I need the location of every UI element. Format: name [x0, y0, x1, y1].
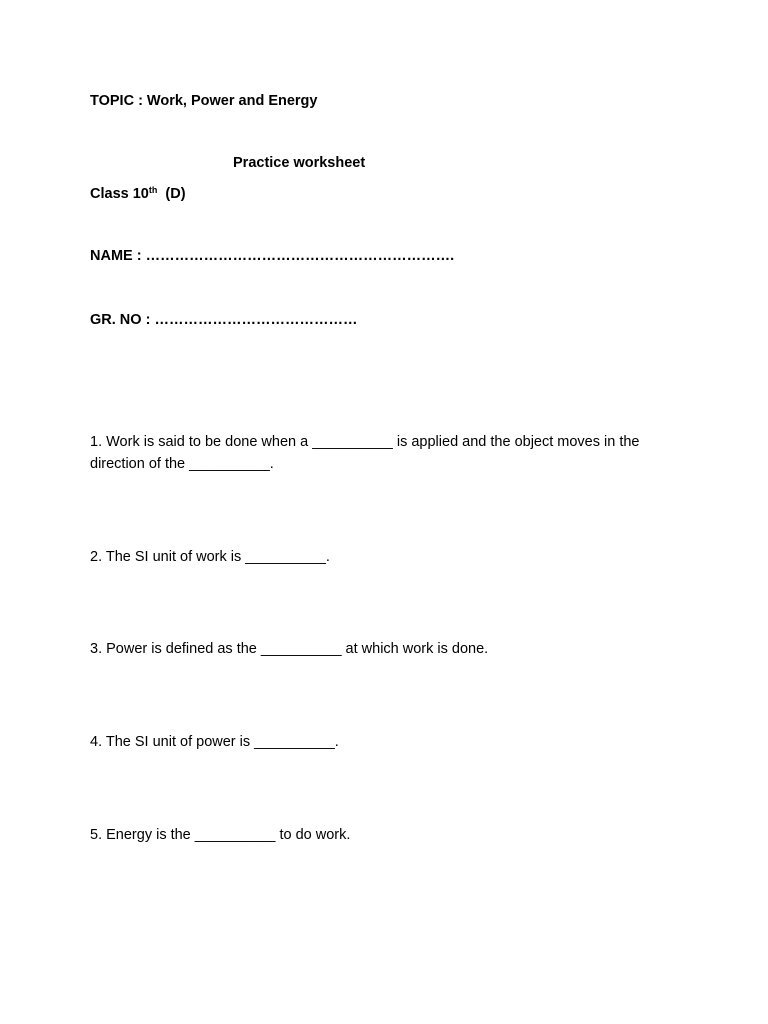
class-section: (D): [157, 186, 186, 202]
question-3: 3. Power is defined as the __________ at which work is done.: [90, 641, 489, 657]
class-label: Class 10: [90, 186, 149, 202]
question-1-line-1: 1. Work is said to be done when a __________ is applied and the object moves in the: [90, 434, 640, 450]
name-field: NAME : ……………………………………………………….: [90, 248, 455, 264]
gr-no-field: GR. NO : ……………………………………: [90, 312, 358, 328]
question-2: 2. The SI unit of work is __________.: [90, 549, 330, 565]
question-5: 5. Energy is the __________ to do work.: [90, 827, 351, 843]
question-4: 4. The SI unit of power is __________.: [90, 734, 339, 750]
question-1: [90, 431, 680, 475]
class-line: [90, 183, 186, 205]
topic-heading: TOPIC : Work, Power and Energy: [90, 93, 318, 109]
question-1-line-2: direction of the __________.: [90, 456, 274, 472]
class-superscript: th: [148, 185, 158, 195]
worksheet-subtitle: Practice worksheet: [233, 155, 366, 171]
